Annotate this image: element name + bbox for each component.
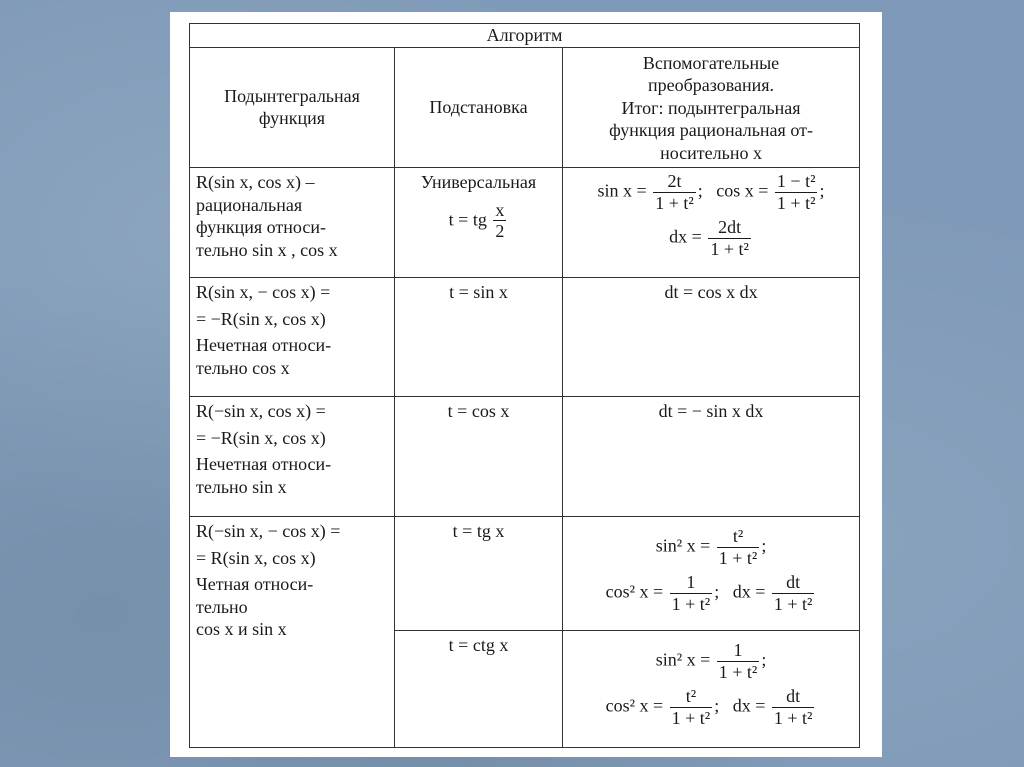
fraction-numerator: 2t — [653, 171, 696, 193]
fraction — [653, 171, 696, 213]
aux-cell: dt = cos x dx — [563, 278, 860, 397]
formula-left: t = tg — [448, 208, 487, 229]
table-row — [190, 517, 860, 631]
fraction-denominator: 2 — [495, 221, 505, 242]
fraction-numerator: 1 — [670, 572, 713, 594]
condition-line: тельно sin x , cos x — [196, 239, 338, 260]
fraction-numerator: dt — [772, 572, 815, 594]
condition-line: = R(sin x, cos x) — [196, 547, 316, 568]
condition-line: функция относи- — [196, 217, 326, 237]
substitution-cell: t = sin x — [395, 278, 563, 397]
condition-line: R(sin x, cos x) – — [196, 172, 315, 192]
condition-line: R(−sin x, cos x) = — [196, 401, 326, 421]
formula-left: sin² x = — [655, 649, 711, 670]
fraction-numerator: 2dt — [708, 217, 751, 239]
header-aux — [563, 47, 860, 168]
formula-left: cos² x = — [605, 581, 664, 602]
fraction-denominator: 1 + t² — [776, 192, 816, 213]
condition-line: = −R(sin x, cos x) — [196, 308, 326, 329]
condition-cell — [190, 278, 395, 397]
formula-left: dx = — [732, 581, 766, 602]
aux-formula-line: sin x = $\frac{2t}{\text{1 + t²}}$ ; cos x = $\frac{\text{1 − t²}}{\text{1 + t²}}$ ; — [597, 171, 825, 213]
fraction-numerator: t² — [717, 526, 760, 548]
header-aux-line: функция рациональная от- — [609, 120, 813, 140]
formula-left: dx = — [669, 226, 702, 247]
fraction — [717, 640, 760, 682]
aux-formula-line: sin² x = $\frac{1}{\text{1 + t²}}$ ; — [655, 640, 767, 682]
condition-cell — [190, 517, 395, 748]
condition-line: рациональная — [196, 194, 303, 215]
condition-line: тельно sin x — [196, 476, 287, 497]
fraction-denominator: 1 + t² — [710, 239, 749, 260]
fraction — [772, 686, 815, 728]
condition-line: cos x и sin x — [196, 619, 287, 639]
condition-line: Нечетная относи- — [196, 335, 332, 355]
aux-formula-line: cos² x = $\frac{1}{\text{1 + t²}}$ ; dx = $\frac{dt}{\text{1 + t²}}$ — [605, 572, 813, 615]
aux-formula-line: cos² x = $\frac{\text{t²}}{\text{1 + t²}}$ ; dx = $\frac{dt}{\text{1 + t²}}$ — [605, 686, 813, 729]
condition-line: тельно cos x — [196, 357, 290, 378]
condition-line: R(−sin x, − cos x) = — [196, 521, 341, 541]
condition-cell — [190, 168, 395, 278]
table-row — [190, 168, 860, 278]
condition-cell — [190, 397, 395, 517]
fraction — [493, 200, 506, 242]
fraction-denominator: 1 + t² — [718, 661, 758, 682]
header-aux-line: преобразования. — [647, 75, 775, 95]
aux-cell — [563, 168, 860, 278]
fraction — [717, 526, 760, 568]
table-title: Алгоритм — [190, 24, 860, 48]
fraction-denominator: 1 + t² — [718, 547, 758, 568]
substitution-cell: t = ctg x — [395, 631, 563, 748]
fraction-denominator: 1 + t² — [671, 594, 711, 615]
fraction-denominator: 1 + t² — [671, 708, 711, 729]
fraction — [772, 572, 815, 614]
fraction-numerator: t² — [670, 686, 713, 708]
condition-line: R(sin x, − cos x) = — [196, 282, 331, 302]
fraction-denominator: 1 + t² — [655, 192, 694, 213]
condition-line: Нечетная относи- — [196, 454, 332, 474]
substitution-formula — [401, 200, 556, 242]
header-substitution: Подстановка — [395, 47, 563, 168]
aux-cell — [563, 517, 860, 631]
formula-left: sin x = — [597, 180, 647, 201]
slide-page — [170, 12, 882, 757]
condition-line: тельно — [196, 596, 248, 617]
fraction-numerator: 1 − t² — [776, 171, 816, 191]
fraction-numerator: dt — [772, 686, 815, 708]
table-row — [190, 397, 860, 517]
header-integrand: Подынтегральная функция — [190, 47, 395, 168]
substitution-cell: t = cos x — [395, 397, 563, 517]
substitution-cell — [395, 168, 563, 278]
condition-line: Четная относи- — [196, 574, 314, 594]
algorithm-table — [189, 23, 860, 748]
fraction — [670, 572, 713, 614]
fraction — [775, 171, 818, 213]
header-aux-line: носительно x — [660, 142, 762, 163]
condition-line: = −R(sin x, cos x) — [196, 427, 326, 448]
aux-cell: dt = − sin x dx — [563, 397, 860, 517]
fraction-denominator: 1 + t² — [773, 594, 813, 615]
table-row — [190, 278, 860, 397]
header-aux-line: Вспомогательные — [642, 52, 780, 73]
fraction-numerator: 1 — [717, 640, 760, 662]
formula-left: dx = — [732, 695, 766, 716]
header-aux-line: Итог: подынтегральная — [621, 97, 801, 118]
substitution-cell: t = tg x — [395, 517, 563, 631]
aux-formula-line — [569, 217, 853, 259]
aux-cell — [563, 631, 860, 748]
fraction — [708, 217, 751, 259]
fraction-numerator: x — [495, 199, 505, 220]
fraction-denominator: 1 + t² — [773, 708, 813, 729]
formula-left: cos x = — [716, 180, 769, 201]
fraction — [670, 686, 713, 728]
substitution-label: Универсальная — [420, 172, 537, 192]
aux-formula-line: sin² x = $\frac{\text{t²}}{\text{1 + t²}}$ ; — [655, 526, 767, 568]
formula-left: sin² x = — [655, 535, 711, 556]
formula-left: cos² x = — [605, 695, 664, 716]
